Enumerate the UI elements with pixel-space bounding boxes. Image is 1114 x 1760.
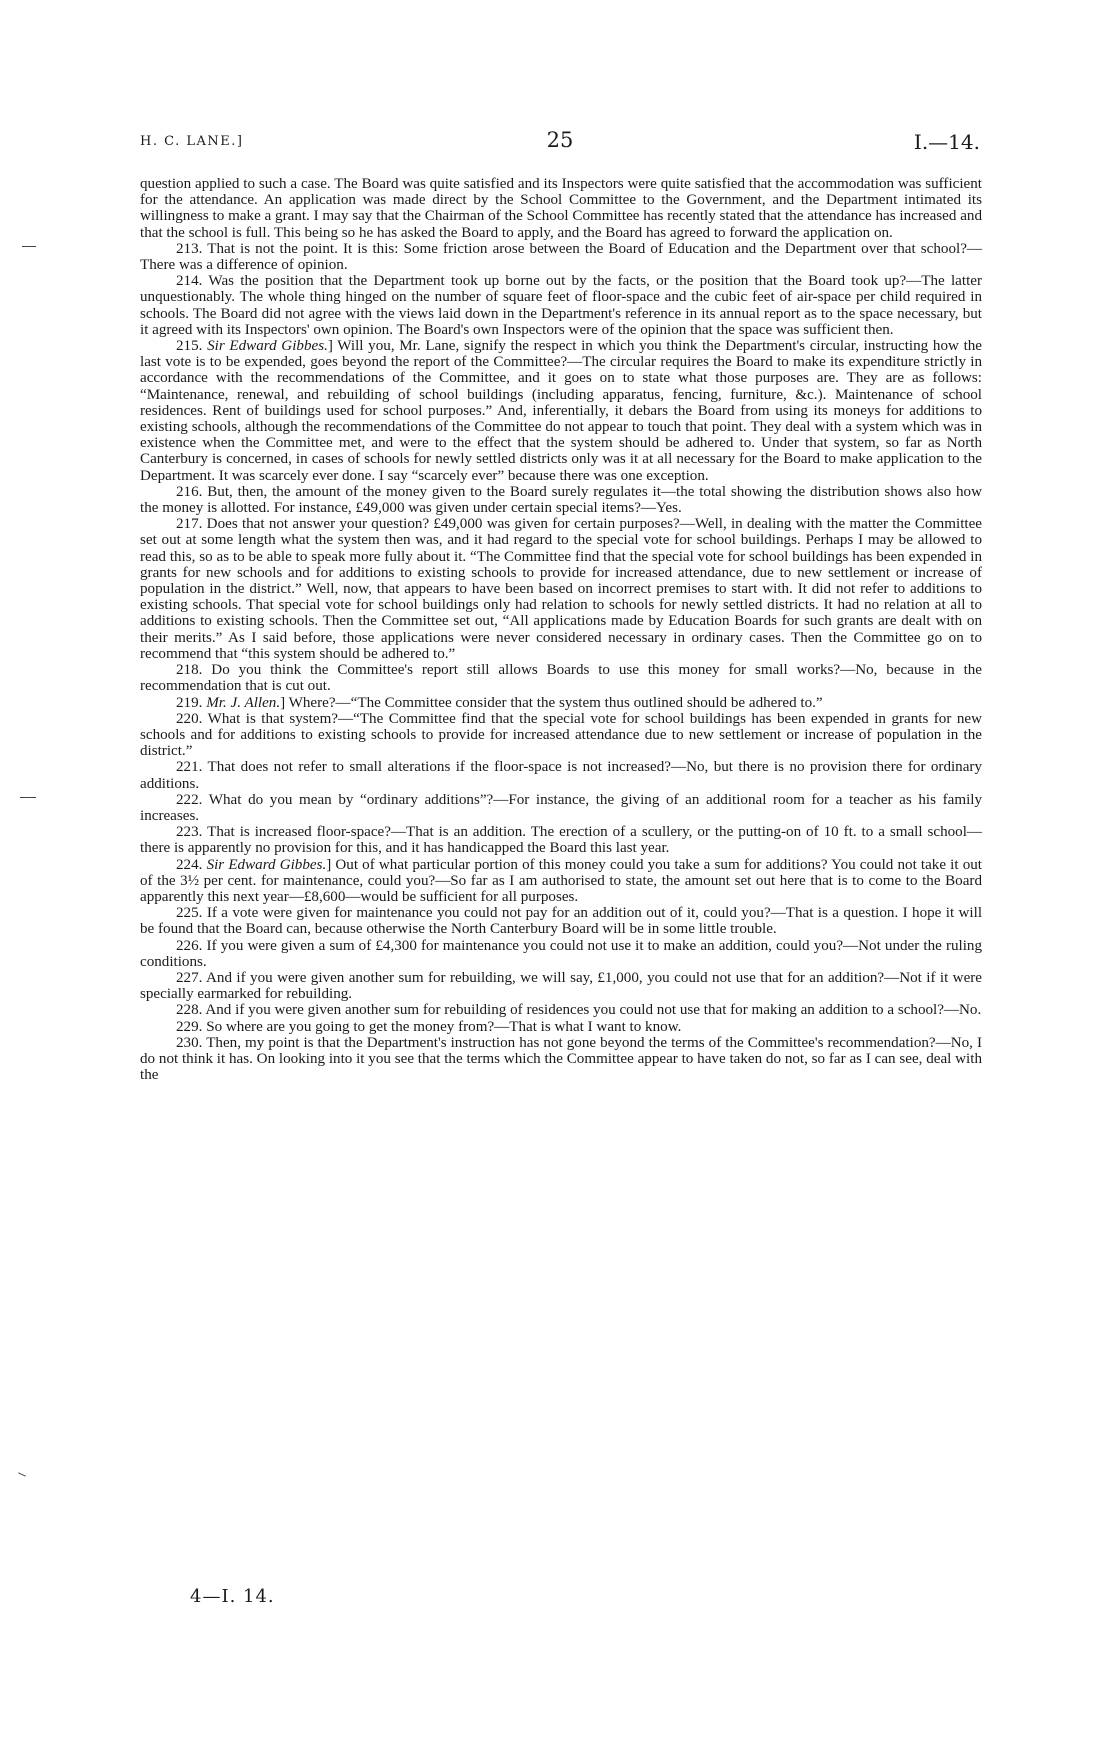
margin-mark	[18, 1472, 26, 1476]
paragraph-text: Then, my point is that the Department's instruction has not gone beyond the terms of the Committee's recommendation?—No, I do not think it has. On looking into it you see that the terms which the Committee appear to have taken do not, so far as I can see, deal with the	[140, 1034, 982, 1084]
paragraph	[140, 695, 982, 711]
question-number: 223.	[176, 824, 208, 841]
question-number: 218.	[176, 662, 212, 679]
question-number: 220.	[176, 710, 208, 727]
paragraph	[140, 1002, 982, 1018]
paragraph-text: What is that system?—“The Committee find that the special vote for school buildings has been expended in grants for new schools and for additions to existing schools to provide for increased attendance due to new settlement or increase of population in the district.”	[140, 710, 982, 760]
question-number: 219.	[176, 694, 207, 711]
speaker-name: Sir Edward Gibbes.	[206, 856, 327, 873]
paragraph	[140, 857, 982, 906]
speaker-name: Mr. J. Allen.	[206, 694, 281, 711]
paragraph	[140, 273, 982, 338]
paragraph-text: And if you were given another sum for rebuilding of residences you could not use that for making an addition to a school?—No.	[205, 1002, 982, 1019]
paragraph	[140, 662, 982, 694]
header-witness: H. C. LANE.]	[140, 134, 244, 149]
paragraph-text: question applied to such a case. The Board was quite satisfied and its Inspectors were quite satisfied that the accommodation was sufficient for the attendance. An application was made direct by the School Committee to the Government, and the Department intimated its willingness to make a grant. I may say that the Chairman of the School Committee has recently stated that the attendance has increased and that the school is full. This being so he has asked the Board to apply, and the Board has agreed to forward the application on.	[140, 176, 982, 241]
paragraph-text: That does not refer to small alterations if the floor-space is not increased?—No, but there is no provision there for ordinary additions.	[140, 759, 982, 792]
paragraph	[140, 338, 982, 484]
paragraph-text: That is not the point. It is this: Some friction arose between the Board of Education and the Department over that school?—There was a difference of opinion.	[140, 240, 983, 274]
paragraph-text: Do you think the Committee's report still allows Boards to use this money for small works?—No, because in the recommendation that is cut out.	[140, 662, 983, 695]
paragraph	[140, 176, 982, 241]
paragraph-text: If you were given a sum of £4,300 for maintenance you could not use it to make an addition, could you?—Not under the ruling conditions.	[140, 937, 983, 970]
paragraph	[140, 711, 982, 760]
paragraph-text: Was the position that the Department took up borne out by the facts, or the position that the Board took up?—The latter unquestionably. The whole thing hinged on the number of square feet of floor-space and the cubic feet of air-space per child required in schools. The Board did not agree with the views laid down in the Department's reference in its annual report as to the space necessary, but it agreed with its Inspectors' own opinion. The Board's own Inspectors were of the opinion that the space was sufficient then.	[140, 273, 982, 338]
paragraph	[140, 970, 982, 1002]
signature-mark: 4—I. 14.	[190, 1586, 275, 1607]
paragraph	[140, 516, 982, 662]
paragraph-text: What do you mean by “ordinary additions”?—For instance, the giving of an additional room for a teacher as his family increases.	[140, 791, 982, 824]
question-number: 226.	[176, 937, 207, 954]
page-number: 25	[546, 128, 574, 152]
question-number: 215.	[176, 338, 208, 355]
question-number: 214.	[176, 273, 209, 290]
paragraph	[140, 1035, 982, 1084]
question-number: 213.	[176, 240, 208, 257]
paragraph	[140, 824, 982, 856]
speaker-name: Sir Edward Gibbes.	[207, 338, 328, 355]
paper-reference: I.—14.	[913, 130, 980, 154]
question-number: 221.	[176, 759, 208, 776]
question-number: 227.	[176, 969, 206, 986]
page-header	[140, 128, 980, 158]
question-number: 229.	[176, 1018, 207, 1035]
paragraph	[140, 905, 982, 937]
paragraph-text: That is increased floor-space?—That is an addition. The erection of a scullery, or the putting-on of 10 ft. to a small school—there is apparently no provision for this, and it has handicapped the Board this last year.	[140, 824, 983, 857]
paragraph	[140, 484, 982, 516]
paragraph	[140, 1019, 982, 1035]
paragraph-text: ] Out of what particular portion of this money could you take a sum for additions? You could not take it out of the 3½ per cent. for maintenance, could you?—So far as I am authorised to state, the amount set out here that is to come to the Board apparently this next year—£8,600—would be sufficient for all purposes.	[140, 856, 982, 905]
paragraph-text: ] Where?—“The Committee consider that the system thus outlined should be adhered to.”	[280, 694, 823, 711]
question-number: 217.	[176, 516, 207, 533]
question-number: 216.	[176, 483, 208, 500]
paragraph-text: But, then, the amount of the money given to the Board surely regulates it—the total showing the distribution shows also how the money is allotted. For instance, £49,000 was given under certain special items?—Yes.	[140, 483, 983, 517]
question-number: 225.	[176, 905, 207, 922]
paragraph-text: So where are you going to get the money from?—That is what I want to know.	[206, 1018, 682, 1035]
margin-mark	[20, 797, 36, 798]
margin-mark	[22, 246, 36, 247]
question-number: 222.	[176, 791, 209, 808]
paragraph	[140, 759, 982, 791]
paragraph-text: If a vote were given for maintenance you could not pay for an addition out of it, could you?—That is a question. I hope it will be found that the Board can, because otherwise the North Canterbury Board will be in some little trouble.	[140, 905, 983, 938]
paragraph-text: ] Will you, Mr. Lane, signify the respect in which you think the Department's circular, instructing how the last vote is to be expended, goes beyond the report of the Committee?—The circular requires the Board to make its expenditure strictly in accordance with the recommendations of the Committee, and it goes on to state what those purposes are. They are as follows: “Maintenance, renewal, and rebuilding of school buildings (including apparatus, fencing, furniture, &c.). Maintenance of school residences. Rent of buildings used for school purposes.” And, inferentially, it debars the Board from using its moneys for additions to existing schools, although the recommendations of the Committee do not appear to touch that point. They deal with a system which was in existence when the Committee met, and were to the effect that the system should be adhered to. Under that system, so far as North Canterbury is concerned, in cases of schools for newly settled districts only was it at all necessary for the Board to make application to the Department. It was scarcely ever done. I say “scarcely ever” because there was one exception.	[140, 338, 983, 484]
question-number: 224.	[176, 856, 207, 873]
paragraph-text: Does that not answer your question? £49,000 was given for certain purposes?—Well, in dealing with the matter the Committee set out at some length what the system then was, and it had regard to the special vote for school buildings. Perhaps I may be allowed to read this, so as to be able to speak more fully about it. “The Committee find that the special vote for school buildings has been expended in grants for new schools and for additions to existing schools to provide for increased attendance, due to new settlement or increase of population in the district.” Well, now, that appears to have been based on incorrect premises to start with. It did not refer to additions to existing schools. That special vote for school buildings only had relation to schools for newly settled districts. It had no relation at all to additions to existing schools. Then the Committee set out, “All applications made by Education Boards for such grants are dealt with on their merits.” As I said before, those applications were never considered necessary in ordinary cases. Then the Committee go on to recommend that “this system should be adhered to.”	[140, 516, 983, 662]
paragraph	[140, 938, 982, 970]
paragraph	[140, 792, 982, 824]
paragraph-text: And if you were given another sum for rebuilding, we will say, £1,000, you could not use that for an addition?—Not if it were specially earmarked for rebuilding.	[140, 969, 982, 1003]
question-number: 230.	[176, 1034, 207, 1051]
paragraph	[140, 241, 982, 273]
question-number: 228.	[176, 1002, 206, 1019]
document-body	[140, 176, 982, 1083]
